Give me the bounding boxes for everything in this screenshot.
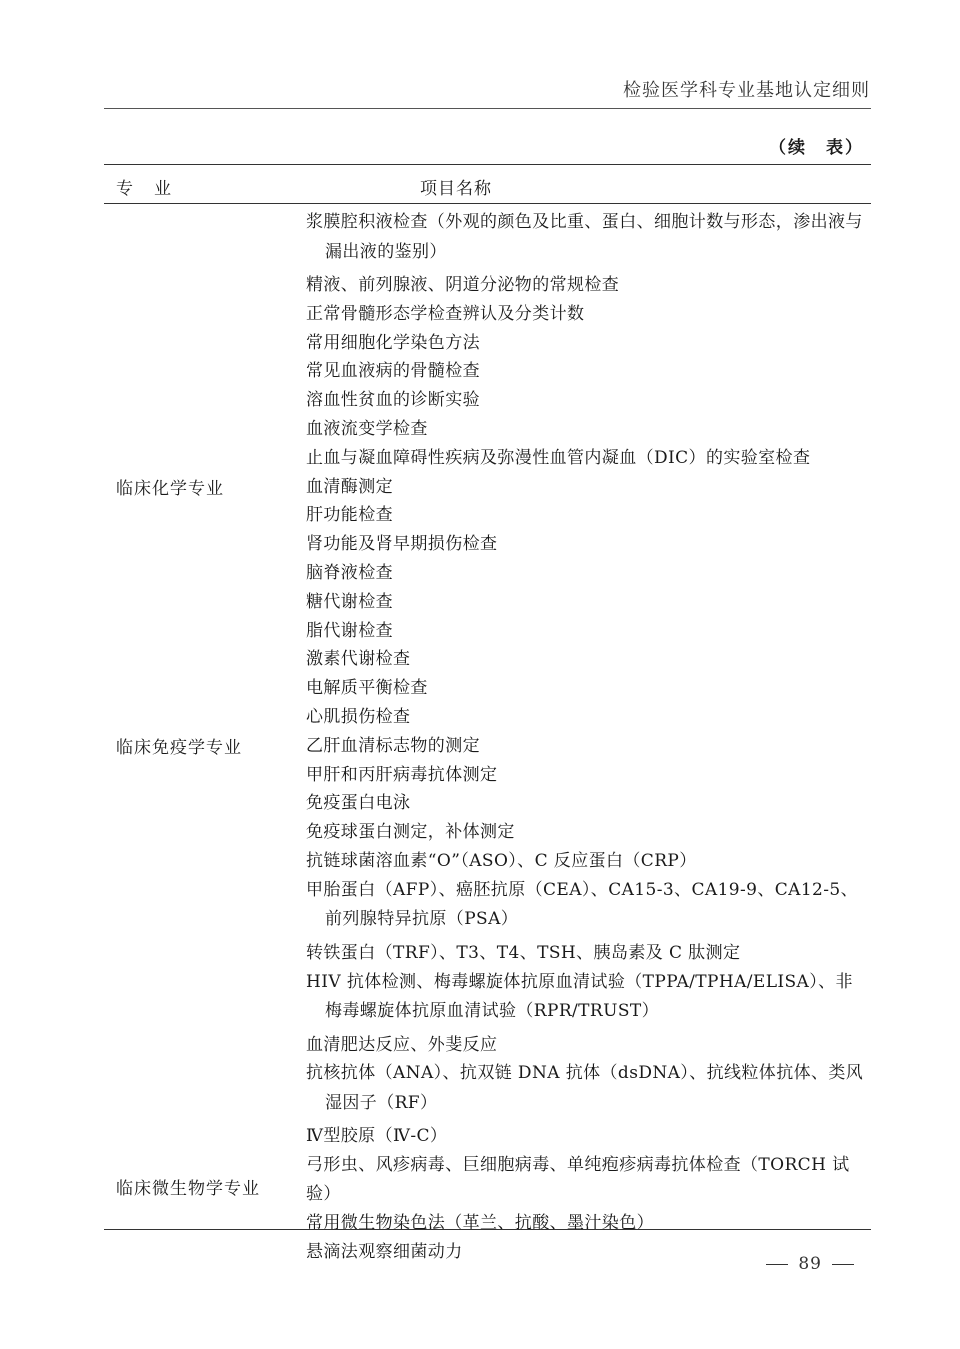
list-item: 血液流变学检查 bbox=[306, 418, 428, 439]
list-item: 悬滴法观察细菌动力 bbox=[306, 1241, 463, 1262]
continued-label: （续 表） bbox=[769, 138, 864, 158]
list-item: 转铁蛋白（TRF）、T3、T4、TSH、胰岛素及 C 肽测定 bbox=[306, 942, 741, 963]
list-item: 糖代谢检查 bbox=[306, 591, 393, 612]
list-item: 心肌损伤检查 bbox=[306, 706, 411, 727]
list-item: 弓形虫、风疹病毒、巨细胞病毒、单纯疱疹病毒抗体检查（TORCH 试验） bbox=[306, 1155, 850, 1204]
list-item: HIV 抗体检测、梅毒螺旋体抗原血清试验（TPPA/TPHA/ELISA）、非梅毒螺旋体抗原血清试验（RPR/TRUST） bbox=[306, 971, 853, 1022]
list-item: 肝功能检查 bbox=[306, 505, 393, 526]
list-item: 脑脊液检查 bbox=[306, 562, 393, 583]
major-clinical-microbiology: 临床微生物学专业 bbox=[116, 1179, 260, 1199]
page-number bbox=[756, 1254, 864, 1274]
list-item: 电解质平衡检查 bbox=[306, 678, 428, 699]
list-item: 免疫球蛋白测定，补体测定 bbox=[306, 822, 515, 843]
dash-right bbox=[832, 1264, 854, 1265]
list-item: 常用细胞化学染色方法 bbox=[306, 332, 480, 353]
list-item: 免疫蛋白电泳 bbox=[306, 793, 411, 814]
dash-left bbox=[766, 1264, 788, 1265]
list-item: 浆膜腔积液检查（外观的颜色及比重、蛋白、细胞计数与形态，渗出液与漏出液的鉴别） bbox=[306, 212, 863, 262]
list-item: 抗链球菌溶血素“O”（ASO）、C 反应蛋白（CRP） bbox=[306, 850, 697, 871]
list-item: 乙肝血清标志物的测定 bbox=[306, 735, 480, 756]
major-clinical-immunology: 临床免疫学专业 bbox=[116, 738, 242, 758]
list-item: 抗核抗体（ANA）、抗双链 DNA 抗体（dsDNA）、抗线粒体抗体、类风湿因子（RF） bbox=[306, 1063, 864, 1113]
table-bottom-rule bbox=[104, 1229, 871, 1230]
item-list bbox=[306, 208, 866, 1266]
list-item: 甲肝和丙肝病毒抗体测定 bbox=[306, 764, 498, 785]
list-item: 脂代谢检查 bbox=[306, 620, 393, 641]
list-item: 肾功能及肾早期损伤检查 bbox=[306, 534, 498, 555]
list-item: 常见血液病的骨髓检查 bbox=[306, 361, 480, 382]
table-header-rule bbox=[104, 203, 871, 204]
list-item: 常用微生物染色法（革兰、抗酸、墨汁染色） bbox=[306, 1212, 654, 1233]
column-header-items: 项目名称 bbox=[420, 179, 492, 199]
list-item: 血清肥达反应、外斐反应 bbox=[306, 1034, 498, 1055]
major-clinical-chemistry: 临床化学专业 bbox=[116, 479, 224, 499]
list-item: 精液、前列腺液、阴道分泌物的常规检查 bbox=[306, 275, 620, 295]
header-rule bbox=[104, 108, 871, 109]
list-item: Ⅳ型胶原（Ⅳ-C） bbox=[306, 1126, 448, 1147]
list-item: 激素代谢检查 bbox=[306, 649, 411, 670]
running-header: 检验医学科专业基地认定细则 bbox=[623, 80, 870, 101]
list-item: 溶血性贫血的诊断实验 bbox=[306, 390, 480, 411]
list-item: 止血与凝血障碍性疾病及弥漫性血管内凝血（DIC）的实验室检查 bbox=[306, 447, 811, 468]
list-item: 血清酶测定 bbox=[306, 476, 393, 497]
page-number-value: 89 bbox=[798, 1254, 822, 1274]
list-item: 正常骨髓形态学检查辨认及分类计数 bbox=[306, 303, 585, 324]
column-header-major: 专 业 bbox=[116, 179, 173, 199]
table-top-rule bbox=[104, 164, 871, 165]
list-item: 甲胎蛋白（AFP）、癌胚抗原（CEA）、CA15-3、CA19-9、CA12-5、前列腺特异抗原（PSA） bbox=[306, 879, 859, 930]
